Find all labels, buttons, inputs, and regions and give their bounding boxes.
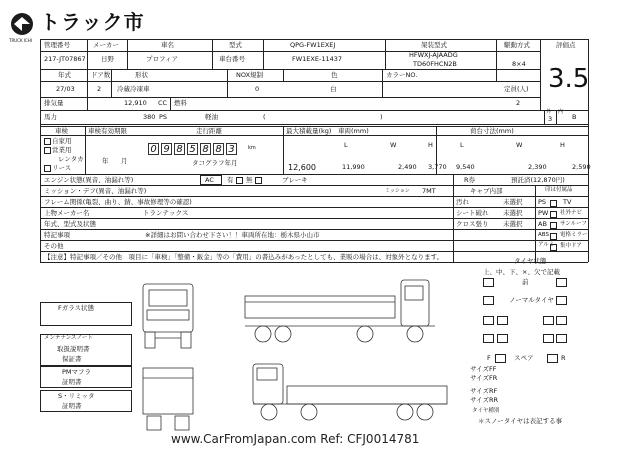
tire-r: R	[561, 354, 566, 362]
tire-f: F	[487, 354, 491, 362]
paren-close: )	[380, 113, 383, 121]
logo-text: トラック市	[40, 10, 145, 34]
body-H: 3,770	[428, 163, 447, 171]
grade-label: 評価点	[556, 41, 576, 49]
body-h-label: H	[428, 141, 433, 149]
spec-value2: TD60FHCN2B	[413, 60, 457, 68]
year-unit: 年	[102, 157, 109, 165]
type-label: 型式	[229, 41, 242, 49]
car-label: 車名	[161, 41, 174, 49]
cab-item-1-label: 汚れ	[456, 198, 469, 206]
power-label: 馬力	[44, 113, 57, 121]
other-label: その他	[44, 242, 64, 250]
fuel-label: 燃料	[174, 99, 187, 107]
equip-abs: ABS	[538, 232, 549, 238]
tacho-label: タコグラフ年月	[192, 159, 238, 167]
odo-digit-4: 5	[187, 143, 198, 155]
capacity-label: 定員(人)	[504, 85, 529, 93]
bed-w-label: W	[516, 141, 523, 149]
ps-unit: PS	[159, 113, 168, 121]
upper-maker-label: 上物メーカー名	[44, 209, 90, 217]
car-value: プロフィア	[146, 55, 178, 63]
drive-label: 駆動方式	[504, 41, 530, 49]
truck-logo-icon	[8, 12, 38, 38]
pm-sub: 証明書	[62, 378, 82, 386]
color-value: 白	[330, 85, 337, 93]
bed-L: 9,540	[456, 163, 475, 171]
size-rr: サイズRR	[470, 396, 499, 404]
ac-none: 無	[246, 176, 253, 184]
odo-digit-3: 8	[174, 143, 185, 155]
maint-item-1: 取扱説明書	[57, 345, 90, 353]
nox-value: 0	[255, 85, 260, 93]
mgmt-label: 管理番号	[44, 41, 70, 49]
logo	[8, 12, 38, 41]
bed-h-label: H	[560, 141, 565, 149]
ext-label: 外	[546, 109, 552, 115]
spec-label: 架装型式	[421, 41, 447, 49]
maker-value: 日野	[101, 55, 114, 63]
bed-H: 2,590	[572, 163, 591, 171]
nox-label: NOX規制	[236, 71, 264, 79]
body-l-label: L	[344, 141, 348, 149]
rken-label: R券	[464, 176, 476, 184]
body-label: 車両(mm)	[338, 127, 369, 135]
size-ff: サイズFF	[470, 365, 497, 373]
equip-note: 印は付属品	[545, 187, 573, 193]
bed-W: 2,390	[528, 163, 547, 171]
odo-digit-5: 8	[200, 143, 211, 155]
shaken-label: 車検	[55, 127, 68, 135]
equip-door: 集中ドア	[560, 243, 582, 249]
equip-ps: PS	[538, 198, 547, 206]
equip-tv: TV	[563, 198, 572, 206]
cab-label: キャブ内部	[470, 187, 503, 195]
logo-small-text: TRUCK ICHI	[9, 38, 32, 43]
shaken-opt-4: リース	[52, 164, 72, 172]
ac-have: 有	[227, 176, 234, 184]
recycle-value: 預託済(12,870円)	[511, 176, 565, 184]
capacity-value: 2	[516, 99, 521, 107]
equip-navi: 社外ナビ	[560, 210, 583, 216]
shaken-expiry-label: 車検有効期限	[88, 127, 127, 135]
int-value: B	[572, 113, 577, 121]
body-W: 2,490	[398, 163, 417, 171]
sr-label: S・リミッタ	[58, 392, 95, 400]
power-value: 380	[143, 113, 156, 121]
upper-year-label: 年式、型式及状態	[44, 220, 96, 228]
shape-value: 冷蔵冷凍車	[117, 85, 150, 93]
type-value: QPG-FW1EXEJ	[290, 41, 336, 49]
tire-note: ＊スノータイヤは表記する事	[478, 417, 563, 425]
body-L: 11,990	[342, 163, 365, 171]
bed-label: 荷台寸法(mm)	[470, 127, 514, 135]
fuel-value: 軽油	[205, 113, 218, 121]
size-rf: サイズRF	[470, 387, 498, 395]
maint-label: メンテナンスノート	[44, 335, 93, 341]
pm-label: PMマフラ	[62, 368, 92, 376]
ac-label: AC	[205, 176, 214, 184]
mission-small: ミッション	[385, 188, 410, 194]
cc-unit: CC	[158, 99, 168, 107]
tire-title: タイヤ状態	[514, 257, 547, 265]
km-unit: km	[248, 145, 256, 151]
grade-value: 3.5	[548, 64, 590, 94]
mission-value: 7MT	[422, 187, 436, 195]
notice-text: 【注意】特記事項／その他 項目に「車検」「整備・鈑金」等の「費用」の書込みがあったとしても、業販の場合は、対象外となります。	[44, 253, 444, 261]
cab-item-3-label: クロス張り	[456, 220, 489, 228]
glass-label: Fガラス状態	[58, 304, 95, 312]
drive-value: 8×4	[512, 60, 526, 68]
odo-digit-1: 0	[148, 143, 159, 155]
odo-digit-6: 8	[213, 143, 224, 155]
year-label: 年式	[58, 71, 71, 79]
bed-l-label: L	[460, 141, 464, 149]
special-value: ※詳細はお問い合わせ下さい！！車両所在地：栃木県小山市	[145, 231, 320, 239]
cab-item-2-label: シート破れ	[456, 209, 489, 217]
equip-mirror: 電格ミラー	[560, 232, 588, 238]
weight-label: 最大積載量(kg)	[286, 127, 332, 135]
truck-diagram	[135, 268, 465, 440]
sr-sub: 証明書	[62, 402, 82, 410]
size-fr: サイズFR	[470, 374, 498, 382]
disp-value: 12,910	[124, 99, 147, 107]
color-no-label: カラーNO.	[386, 71, 418, 79]
tire-normal: ノーマルタイヤ	[509, 296, 554, 304]
disp-label: 排気量	[44, 99, 64, 107]
color-label: 色	[331, 71, 338, 79]
cab-item-1-value: 未選択	[503, 198, 523, 206]
brake-label: ブレーキ	[282, 176, 308, 184]
body-w-label: W	[390, 141, 397, 149]
frame-label: フレーム関係(亀裂、曲り、錆、事故修理等の確認)	[44, 198, 192, 206]
shaken-opt-1: 自家用	[52, 137, 72, 145]
tire-front: 前	[522, 278, 529, 286]
doors-label: ドア数	[91, 71, 111, 79]
cab-item-2-value: 未選択	[503, 209, 523, 217]
watermark: www.CarFromJapan.com Ref: CFJ0014781	[171, 432, 420, 446]
tire-subtitle: 上、中、下、×、欠で記載	[483, 268, 560, 276]
equip-sunroof: サンルーフ	[560, 221, 587, 227]
special-label: 特記事項	[44, 231, 70, 239]
weight-value: 12,600	[288, 163, 316, 172]
tire-spare: スペア	[514, 354, 534, 362]
mission-label: ミッション・デフ(異音、油漏れ等)	[44, 187, 147, 195]
paren-open: (	[263, 113, 266, 121]
maker-label: メーカー	[93, 41, 119, 49]
tire-kind: タイヤ種別	[472, 408, 500, 414]
odo-digit-7: 3	[226, 143, 237, 155]
cab-item-3-value: 未選択	[503, 220, 523, 228]
doors-value: 2	[97, 85, 102, 93]
upper-maker-value: トランテックス	[143, 209, 189, 217]
ext-value: 3	[548, 115, 553, 123]
chassis-label: 車台番号	[219, 55, 245, 63]
chassis-value: FW1EXE-11437	[292, 55, 342, 63]
equip-alumi: アルミ	[538, 242, 555, 248]
mgmt-value: 217-JT07867	[44, 55, 86, 63]
equip-ab: AB	[538, 220, 547, 228]
month-unit: 月	[121, 157, 128, 165]
int-label: 内	[558, 109, 564, 115]
mileage-label: 走行距離	[196, 127, 222, 135]
engine-label: エンジン状態(異音、油漏れ等)	[44, 176, 134, 184]
shaken-opt-2: 営業用	[52, 146, 72, 154]
spec-value1: HFWXJ-AJAADG	[409, 51, 458, 59]
year-value: 27/03	[56, 85, 75, 93]
maint-item-2: 保証書	[62, 355, 82, 363]
equip-pw: PW	[538, 209, 549, 217]
shape-label: 形状	[135, 71, 148, 79]
odo-digit-2: 9	[161, 143, 172, 155]
shaken-opt-3: レンタカ	[58, 155, 84, 163]
